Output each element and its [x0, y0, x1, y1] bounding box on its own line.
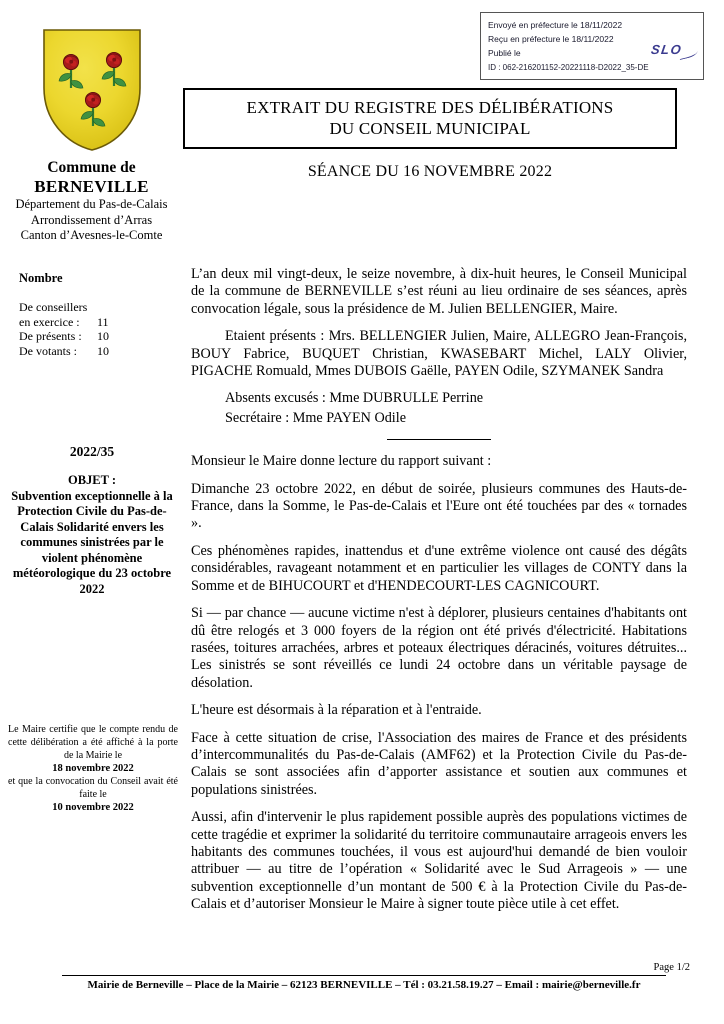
- body-paragraph-5: Face à cette situation de crise, l'Association des maires de France et des présidents d’intercommunalités du Pas-de-Calais (AMF62) et la Protection Civile du Pas-de-Calais se sont associées afin d’apporter assistance et soutien aux communes et populations sinistrées.: [191, 729, 687, 798]
- body-secretary-paragraph: Secrétaire : Mme PAYEN Odile: [225, 409, 406, 426]
- mayor-certification-block: [8, 723, 178, 814]
- attendance-value: 10: [97, 343, 109, 358]
- attendance-label: De votants :: [19, 343, 77, 358]
- attendance-label: De présents :: [19, 329, 82, 343]
- body-paragraph-2: Ces phénomènes rapides, inattendus et d'une extrême violence ont causé des dégâts considérables, ravageant notamment et en particulier les villages de CONTY dans la Somme et de BIHUCOURT et d'HENDECOURT-LES CAGNICOURT.: [191, 542, 687, 594]
- subject-text: Subvention exceptionnelle à la Protection Civile du Pas-de-Calais Solidarité envers les communes sinistrées par le violent phénomène météorologique du 23 octobre 2022: [11, 488, 173, 596]
- prefecture-id-line: ID : 062-216201152-20221118-D2022_35-DE: [488, 63, 649, 72]
- certification-display-date: 18 novembre 2022: [52, 763, 134, 774]
- page-title-line-1: EXTRAIT DU REGISTRE DES DÉLIBÉRATIONS: [246, 98, 614, 117]
- document-title-box: [183, 88, 677, 149]
- body-attendees-paragraph: Etaient présents : Mrs. BELLENGIER Julien, Maire, ALLEGRO Jean-François, BOUY Fabrice, BUQUET Christian, KWASEBART Michel, LALY Olivier, PIGACHE Romuald, Mmes DUBOIS Gaëlle, PAYEN Odile, SZYMANEK Sandra: [191, 328, 687, 380]
- attendance-count-block: [0, 271, 183, 358]
- attendance-value: 11: [97, 314, 109, 329]
- commune-canton: Canton d’Avesnes-le-Comte: [20, 228, 163, 242]
- body-paragraph-6: Aussi, afin d'intervenir le plus rapidement possible auprès des populations victimes de cette tragédie et exprimer la solidarité du territoire communautaire arrageois envers les habitants des communes touchées, il vous est aujourd'hui demandé de bien vouloir attribuer — au titre de l’opération « Solidarité avec le Sud Arrageois » — une subvention exceptionnelle d’un montant de 500 € à la Protection Civile du Pas-de-Calais et d’autoriser Monsieur le Maire à signer toute pièce utile à cet effet.: [191, 809, 687, 913]
- attendance-row: [19, 315, 183, 330]
- prefecture-published-line: [488, 42, 696, 60]
- body-paragraph-1: Dimanche 23 octobre 2022, en début de soirée, plusieurs communes des Hauts-de-France, dans la Somme, le Pas-de-Calais et l'Eure ont été touchées par des « tornades ».: [191, 480, 687, 532]
- certification-line-2: et que la convocation du Conseil avait été faite le: [8, 776, 178, 800]
- coat-of-arms-icon: [38, 26, 146, 152]
- body-opening-paragraph: L’an deux mil vingt-deux, le seize novembre, à dix-huit heures, le Conseil Municipal de la commune de BERNEVILLE s’est réuni au lieu ordinaire de ses séances, après convocation légale, sous la présidence de M. Julien BELLENGIER, Maire.: [191, 266, 687, 317]
- section-separator: [387, 439, 491, 440]
- attendance-row: [19, 344, 183, 359]
- footer-divider: [62, 975, 666, 976]
- attendance-row: [19, 300, 183, 315]
- commune-name-prefix: Commune de: [47, 159, 136, 176]
- prefecture-stamp-box: [480, 12, 704, 80]
- subject-label: OBJET :: [67, 473, 117, 487]
- footer-contact-line: Mairie de Berneville – Place de la Mairie – 62123 BERNEVILLE – Tél : 03.21.58.19.27 – Email : mairie@berneville.fr: [87, 979, 641, 991]
- commune-header-column: [0, 18, 183, 244]
- commune-departement: Département du Pas-de-Calais: [15, 197, 168, 211]
- attendance-label: De conseillers: [19, 300, 88, 314]
- body-paragraph-3: Si — par chance — aucune victime n'est à déplorer, plusieurs centaines d'habitants ont dû être relogés et 3 000 foyers de la région ont été privés d'électricité. Habitations rasées, toitures arrachées, arbres et poteaux électriques déracinés, voitures détruites... Les sinistrés se sont réveillés ce lundi 24 octobre dans un véritable paysage de désolation.: [191, 605, 687, 691]
- commune-name: BERNEVILLE: [34, 177, 149, 196]
- attendance-label: en exercice :: [19, 314, 80, 329]
- body-report-intro: Monsieur le Maire donne lecture du rapport suivant :: [191, 453, 492, 470]
- prefecture-received-line: Reçu en préfecture le 18/11/2022: [488, 34, 614, 44]
- page-title-line-2: DU CONSEIL MUNICIPAL: [329, 119, 531, 138]
- deliberation-subject-block: [4, 444, 180, 597]
- attendance-row: [19, 329, 183, 344]
- session-date-heading: SÉANCE DU 16 NOVEMBRE 2022: [307, 163, 553, 180]
- slo-signature-icon: SLO: [649, 42, 684, 57]
- deliberation-body: [191, 266, 687, 924]
- deliberation-number: 2022/35: [69, 444, 115, 459]
- commune-arrondissement: Arrondissement d’Arras: [30, 212, 153, 227]
- certification-convocation-date: 10 novembre 2022: [52, 802, 134, 813]
- body-absentees-paragraph: Absents excusés : Mme DUBRULLE Perrine: [225, 390, 484, 407]
- body-paragraph-4: L'heure est désormais à la réparation et à l'entraide.: [191, 702, 482, 719]
- attendance-value: 10: [97, 329, 109, 343]
- certification-line-1: Le Maire certifie que le compte rendu de cette délibération a été affiché à la porte de la Mairie le: [8, 724, 178, 761]
- attendance-count-title: Nombre: [19, 271, 63, 285]
- published-label: Publié le: [488, 48, 521, 58]
- page-number: Page 1/2: [653, 962, 690, 973]
- prefecture-sent-line: Envoyé en préfecture le 18/11/2022: [488, 20, 623, 30]
